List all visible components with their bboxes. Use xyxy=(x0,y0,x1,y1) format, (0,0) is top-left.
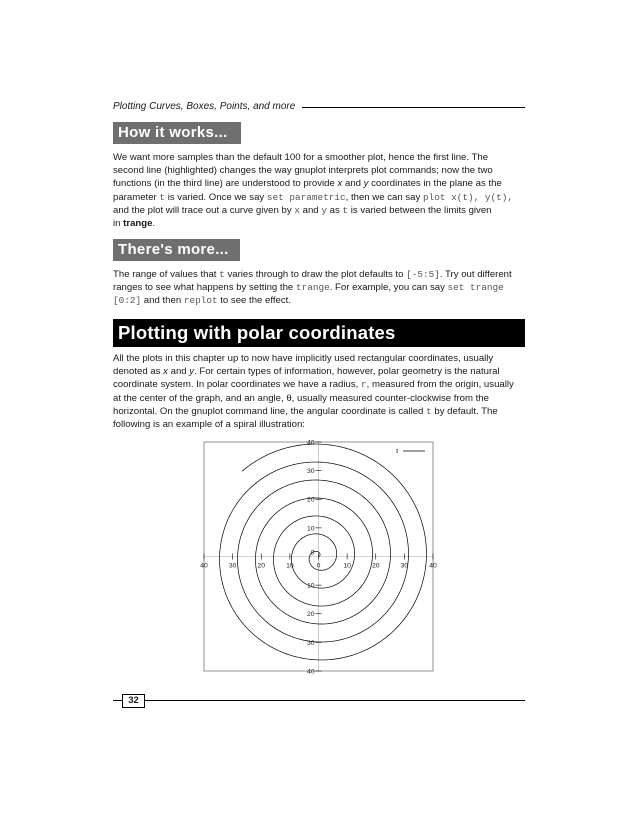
x-tick-label: 10 xyxy=(343,562,351,570)
x-tick-label: 20 xyxy=(371,562,380,570)
text-line: denoted as x and y. For certain types of information, however, polar geometry is the natural xyxy=(113,366,500,378)
tick-marks xyxy=(204,442,433,671)
text-line: at the center of the graph, and an angle, θ, usually measured counter-clockwise from the xyxy=(113,392,489,404)
text-line: parameter t is varied. Once we say set parametric, then we can say plot x(t), y(t), xyxy=(113,191,513,203)
plot-axes xyxy=(204,442,433,671)
text-line: The range of values that t varies through to draw the plot defaults to [-5:5]. Try out different xyxy=(113,269,512,280)
heading-polar-coordinates: Plotting with polar coordinates xyxy=(113,319,525,347)
heading-theres-more: There's more... xyxy=(113,239,240,261)
text-line: We want more samples than the default 100 for a smoother plot, hence the first line. The xyxy=(113,152,489,163)
spiral-curve xyxy=(220,444,427,660)
y-tick-label: 40 xyxy=(306,668,315,676)
y-tick-label: 40 xyxy=(306,439,315,447)
text-line: [0:2] and then replot to see the effect. xyxy=(113,295,292,307)
y-tick-label: 20 xyxy=(306,611,315,619)
y-tick-label: 20 xyxy=(306,496,315,504)
text-line: functions (in the third line) are understood to provide x and y coordinates in the plane as the xyxy=(113,178,502,190)
x-tick-label: 0 xyxy=(316,562,321,570)
y-tick-label: 10 xyxy=(306,525,315,533)
footer-rule-right xyxy=(145,700,525,701)
text-line: following is an example of a spiral illustration: xyxy=(113,419,305,431)
x-tick-label: 10 xyxy=(286,562,294,570)
plot-frame xyxy=(204,442,433,671)
x-tick-label: 40 xyxy=(429,562,437,570)
text-line: in trange. xyxy=(113,218,156,230)
tick-labels xyxy=(200,439,437,675)
x-tick-label: 40 xyxy=(200,562,208,570)
running-title: Plotting Curves, Boxes, Points, and more xyxy=(113,100,296,112)
text-line: horizontal. On the gnuplot command line, the angular coordinate is called t by default. The xyxy=(113,405,498,417)
header-rule xyxy=(302,107,525,108)
x-tick-label: 30 xyxy=(400,562,409,570)
text-line: and the plot will trace out a curve given by x and y as t is varied between the limits given xyxy=(113,204,492,216)
how-it-works-paragraph xyxy=(113,151,527,230)
y-tick-label: 10 xyxy=(306,582,315,590)
theres-more-paragraph xyxy=(113,268,527,308)
y-tick-label: 0 xyxy=(310,549,315,557)
footer-rule-left xyxy=(113,700,122,701)
running-header xyxy=(113,99,525,113)
text-line: coordinate system. In polar coordinates we have a radius, r, measured from the origin, usually xyxy=(113,379,514,391)
y-tick-label: 30 xyxy=(306,468,315,476)
y-tick-label: 30 xyxy=(306,639,315,647)
x-tick-label: 30 xyxy=(228,562,237,570)
page-number: 32 xyxy=(122,694,145,708)
polar-paragraph xyxy=(113,352,527,431)
text-line: All the plots in this chapter up to now have implicitly used rectangular coordinates, usually xyxy=(113,353,494,364)
x-tick-label: 20 xyxy=(257,562,266,570)
text-line: second line (highlighted) changes the way gnuplot interprets plot commands; now the two xyxy=(113,165,493,177)
heading-how-it-works: How it works... xyxy=(113,122,241,144)
text-line: ranges to see what happens by setting the trange. For example, you can say set trange xyxy=(113,282,504,294)
legend-label: t xyxy=(396,448,398,455)
